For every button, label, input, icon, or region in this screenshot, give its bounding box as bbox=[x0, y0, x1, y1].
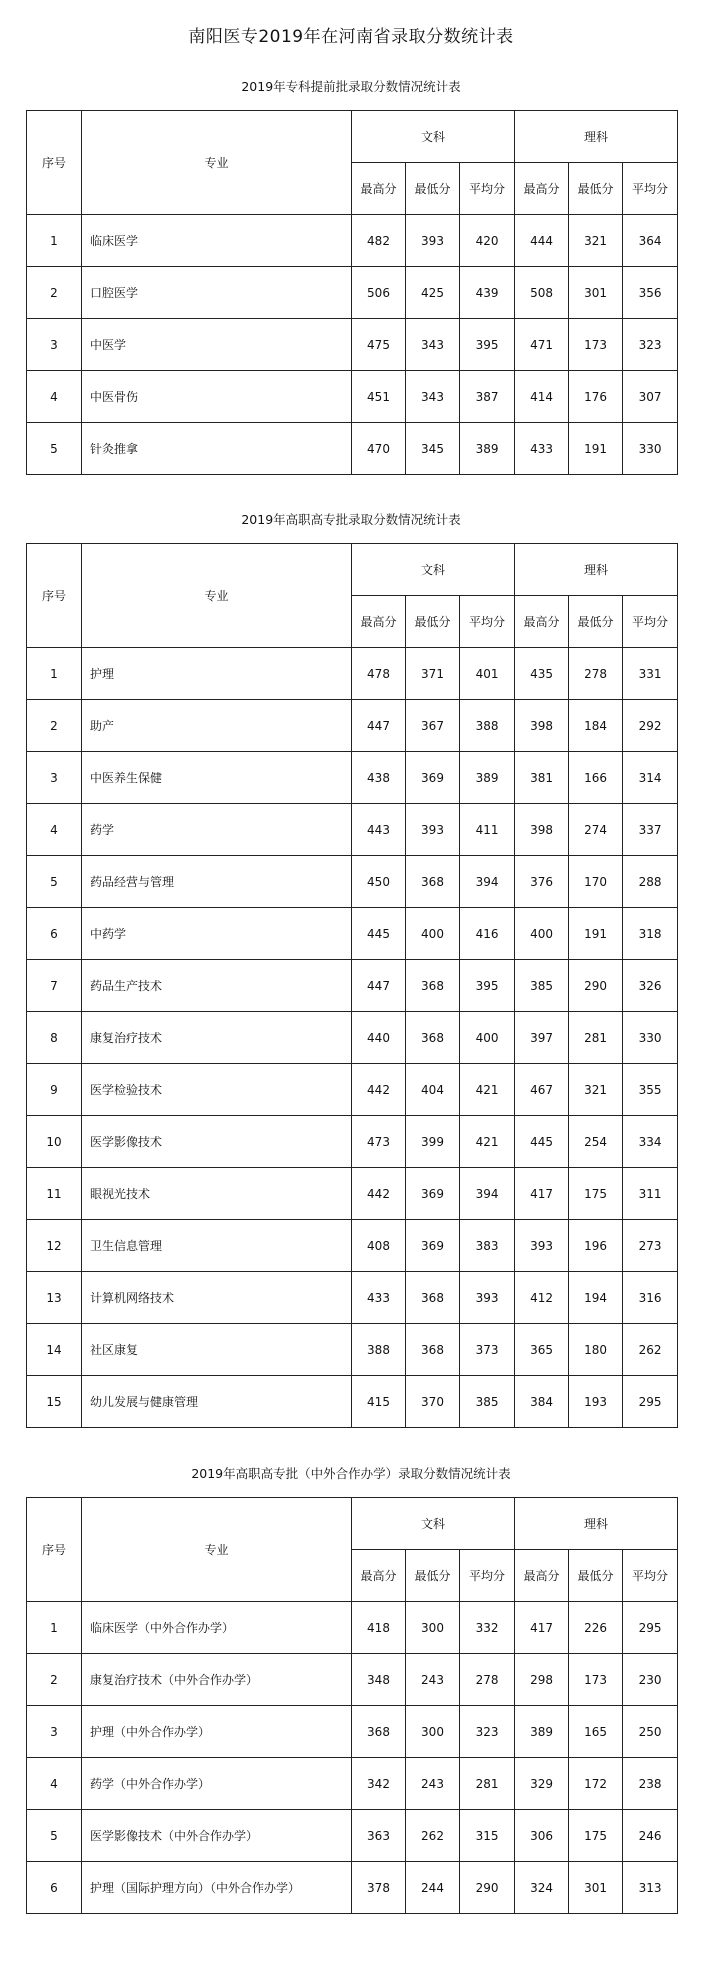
cell-sci-avg: 323 bbox=[623, 319, 678, 371]
table-row bbox=[27, 1810, 678, 1862]
table-row bbox=[27, 1220, 678, 1272]
cell-sci-min: 191 bbox=[569, 908, 623, 960]
cell-arts-max: 442 bbox=[352, 1168, 406, 1220]
cell-arts-max: 378 bbox=[352, 1862, 406, 1914]
header-avg-score: 平均分 bbox=[460, 1550, 515, 1602]
cell-sci-max: 385 bbox=[515, 960, 569, 1012]
table-row bbox=[27, 752, 678, 804]
cell-index: 3 bbox=[27, 752, 82, 804]
cell-sci-avg: 295 bbox=[623, 1602, 678, 1654]
cell-sci-max: 445 bbox=[515, 1116, 569, 1168]
table-row bbox=[27, 1602, 678, 1654]
cell-sci-max: 398 bbox=[515, 804, 569, 856]
cell-arts-avg: 395 bbox=[460, 319, 515, 371]
cell-major: 药品生产技术 bbox=[82, 960, 352, 1012]
cell-sci-max: 306 bbox=[515, 1810, 569, 1862]
header-max-score: 最高分 bbox=[515, 163, 569, 215]
table-row bbox=[27, 804, 678, 856]
header-liberal-arts: 文科 bbox=[352, 111, 515, 163]
cell-arts-min: 244 bbox=[406, 1862, 460, 1914]
cell-sci-max: 324 bbox=[515, 1862, 569, 1914]
cell-major: 护理（中外合作办学） bbox=[82, 1706, 352, 1758]
cell-sci-avg: 364 bbox=[623, 215, 678, 267]
cell-sci-max: 444 bbox=[515, 215, 569, 267]
cell-sci-min: 321 bbox=[569, 1064, 623, 1116]
cell-index: 10 bbox=[27, 1116, 82, 1168]
cell-sci-avg: 331 bbox=[623, 648, 678, 700]
cell-arts-max: 451 bbox=[352, 371, 406, 423]
header-science: 理科 bbox=[515, 544, 678, 596]
cell-major: 康复治疗技术 bbox=[82, 1012, 352, 1064]
cell-arts-min: 370 bbox=[406, 1376, 460, 1428]
cell-arts-avg: 389 bbox=[460, 752, 515, 804]
cell-arts-min: 393 bbox=[406, 215, 460, 267]
cell-arts-avg: 385 bbox=[460, 1376, 515, 1428]
cell-major: 护理（国际护理方向）（中外合作办学） bbox=[82, 1862, 352, 1914]
cell-sci-avg: 262 bbox=[623, 1324, 678, 1376]
cell-arts-min: 369 bbox=[406, 1168, 460, 1220]
cell-arts-min: 368 bbox=[406, 1324, 460, 1376]
cell-sci-min: 172 bbox=[569, 1758, 623, 1810]
cell-sci-avg: 292 bbox=[623, 700, 678, 752]
cell-arts-min: 393 bbox=[406, 804, 460, 856]
cell-arts-max: 348 bbox=[352, 1654, 406, 1706]
cell-index: 15 bbox=[27, 1376, 82, 1428]
cell-sci-max: 433 bbox=[515, 423, 569, 475]
header-avg-score: 平均分 bbox=[460, 596, 515, 648]
header-major: 专业 bbox=[82, 1498, 352, 1602]
cell-arts-max: 470 bbox=[352, 423, 406, 475]
header-max-score: 最高分 bbox=[352, 596, 406, 648]
cell-index: 7 bbox=[27, 960, 82, 1012]
cell-index: 13 bbox=[27, 1272, 82, 1324]
cell-sci-min: 193 bbox=[569, 1376, 623, 1428]
header-min-score: 最低分 bbox=[406, 596, 460, 648]
cell-arts-avg: 439 bbox=[460, 267, 515, 319]
table-row bbox=[27, 1706, 678, 1758]
cell-major: 药学 bbox=[82, 804, 352, 856]
cell-arts-avg: 395 bbox=[460, 960, 515, 1012]
cell-arts-avg: 394 bbox=[460, 1168, 515, 1220]
cell-sci-min: 196 bbox=[569, 1220, 623, 1272]
page-title: 南阳医专2019年在河南省录取分数统计表 bbox=[188, 27, 514, 47]
cell-major: 幼儿发展与健康管理 bbox=[82, 1376, 352, 1428]
cell-sci-avg: 337 bbox=[623, 804, 678, 856]
cell-arts-min: 367 bbox=[406, 700, 460, 752]
cell-index: 3 bbox=[27, 319, 82, 371]
cell-major: 助产 bbox=[82, 700, 352, 752]
section-title-advance: 2019年专科提前批录取分数情况统计表 bbox=[241, 79, 461, 94]
cell-sci-avg: 230 bbox=[623, 1654, 678, 1706]
cell-major: 临床医学（中外合作办学） bbox=[82, 1602, 352, 1654]
cell-sci-min: 278 bbox=[569, 648, 623, 700]
cell-index: 11 bbox=[27, 1168, 82, 1220]
cell-arts-max: 478 bbox=[352, 648, 406, 700]
header-science: 理科 bbox=[515, 111, 678, 163]
cell-major: 中医养生保健 bbox=[82, 752, 352, 804]
cell-index: 5 bbox=[27, 856, 82, 908]
cell-sci-max: 381 bbox=[515, 752, 569, 804]
cell-arts-min: 369 bbox=[406, 752, 460, 804]
cell-arts-max: 443 bbox=[352, 804, 406, 856]
cell-index: 4 bbox=[27, 371, 82, 423]
cell-major: 卫生信息管理 bbox=[82, 1220, 352, 1272]
cell-sci-avg: 238 bbox=[623, 1758, 678, 1810]
header-min-score: 最低分 bbox=[406, 163, 460, 215]
header-avg-score: 平均分 bbox=[623, 163, 678, 215]
cell-arts-avg: 416 bbox=[460, 908, 515, 960]
header-major: 专业 bbox=[82, 111, 352, 215]
cell-sci-min: 165 bbox=[569, 1706, 623, 1758]
table-row bbox=[27, 1064, 678, 1116]
cell-index: 1 bbox=[27, 1602, 82, 1654]
section-title-vocational: 2019年高职高专批录取分数情况统计表 bbox=[241, 512, 461, 527]
cell-major: 医学检验技术 bbox=[82, 1064, 352, 1116]
cell-arts-min: 404 bbox=[406, 1064, 460, 1116]
cell-arts-max: 415 bbox=[352, 1376, 406, 1428]
cell-sci-avg: 314 bbox=[623, 752, 678, 804]
header-max-score: 最高分 bbox=[352, 163, 406, 215]
table-row bbox=[27, 908, 678, 960]
cell-sci-min: 290 bbox=[569, 960, 623, 1012]
cell-arts-min: 262 bbox=[406, 1810, 460, 1862]
cell-sci-avg: 273 bbox=[623, 1220, 678, 1272]
cell-arts-min: 300 bbox=[406, 1706, 460, 1758]
cell-arts-avg: 332 bbox=[460, 1602, 515, 1654]
cell-sci-avg: 246 bbox=[623, 1810, 678, 1862]
cell-index: 12 bbox=[27, 1220, 82, 1272]
header-avg-score: 平均分 bbox=[623, 1550, 678, 1602]
table-row bbox=[27, 1862, 678, 1914]
cell-major: 药品经营与管理 bbox=[82, 856, 352, 908]
cell-index: 2 bbox=[27, 700, 82, 752]
cell-index: 6 bbox=[27, 908, 82, 960]
cell-sci-max: 400 bbox=[515, 908, 569, 960]
cell-arts-min: 368 bbox=[406, 856, 460, 908]
cell-arts-min: 368 bbox=[406, 1272, 460, 1324]
cell-major: 医学影像技术 bbox=[82, 1116, 352, 1168]
header-avg-score: 平均分 bbox=[623, 596, 678, 648]
cell-major: 康复治疗技术（中外合作办学） bbox=[82, 1654, 352, 1706]
cell-sci-max: 397 bbox=[515, 1012, 569, 1064]
cell-arts-min: 371 bbox=[406, 648, 460, 700]
table-row bbox=[27, 215, 678, 267]
cell-sci-avg: 307 bbox=[623, 371, 678, 423]
cell-arts-avg: 401 bbox=[460, 648, 515, 700]
cell-sci-avg: 316 bbox=[623, 1272, 678, 1324]
cell-arts-min: 369 bbox=[406, 1220, 460, 1272]
cell-major: 针灸推拿 bbox=[82, 423, 352, 475]
cell-arts-min: 399 bbox=[406, 1116, 460, 1168]
cell-sci-min: 281 bbox=[569, 1012, 623, 1064]
cell-sci-avg: 326 bbox=[623, 960, 678, 1012]
header-index: 序号 bbox=[27, 544, 82, 648]
cell-arts-min: 300 bbox=[406, 1602, 460, 1654]
table-row bbox=[27, 1654, 678, 1706]
cell-arts-max: 388 bbox=[352, 1324, 406, 1376]
header-avg-score: 平均分 bbox=[460, 163, 515, 215]
cell-sci-max: 417 bbox=[515, 1168, 569, 1220]
cell-arts-avg: 373 bbox=[460, 1324, 515, 1376]
cell-arts-max: 447 bbox=[352, 700, 406, 752]
cell-arts-max: 408 bbox=[352, 1220, 406, 1272]
cell-sci-max: 508 bbox=[515, 267, 569, 319]
table-advance-batch bbox=[26, 110, 678, 475]
cell-sci-max: 414 bbox=[515, 371, 569, 423]
cell-sci-avg: 330 bbox=[623, 1012, 678, 1064]
cell-arts-max: 440 bbox=[352, 1012, 406, 1064]
cell-sci-max: 376 bbox=[515, 856, 569, 908]
table-row bbox=[27, 1168, 678, 1220]
cell-sci-min: 194 bbox=[569, 1272, 623, 1324]
cell-arts-min: 243 bbox=[406, 1654, 460, 1706]
cell-index: 4 bbox=[27, 804, 82, 856]
cell-arts-avg: 315 bbox=[460, 1810, 515, 1862]
cell-sci-min: 254 bbox=[569, 1116, 623, 1168]
cell-sci-max: 365 bbox=[515, 1324, 569, 1376]
cell-sci-avg: 318 bbox=[623, 908, 678, 960]
cell-major: 护理 bbox=[82, 648, 352, 700]
cell-index: 2 bbox=[27, 267, 82, 319]
header-min-score: 最低分 bbox=[406, 1550, 460, 1602]
cell-index: 6 bbox=[27, 1862, 82, 1914]
cell-major: 社区康复 bbox=[82, 1324, 352, 1376]
header-min-score: 最低分 bbox=[569, 596, 623, 648]
cell-sci-min: 175 bbox=[569, 1168, 623, 1220]
cell-major: 中药学 bbox=[82, 908, 352, 960]
cell-arts-max: 363 bbox=[352, 1810, 406, 1862]
cell-arts-max: 438 bbox=[352, 752, 406, 804]
cell-arts-max: 418 bbox=[352, 1602, 406, 1654]
cell-sci-min: 170 bbox=[569, 856, 623, 908]
cell-sci-min: 166 bbox=[569, 752, 623, 804]
cell-sci-avg: 334 bbox=[623, 1116, 678, 1168]
table-row bbox=[27, 319, 678, 371]
cell-sci-min: 301 bbox=[569, 267, 623, 319]
table-row bbox=[27, 267, 678, 319]
cell-arts-avg: 420 bbox=[460, 215, 515, 267]
cell-sci-min: 191 bbox=[569, 423, 623, 475]
cell-sci-avg: 288 bbox=[623, 856, 678, 908]
cell-arts-min: 345 bbox=[406, 423, 460, 475]
cell-sci-max: 389 bbox=[515, 1706, 569, 1758]
cell-major: 眼视光技术 bbox=[82, 1168, 352, 1220]
cell-arts-min: 368 bbox=[406, 960, 460, 1012]
cell-sci-min: 176 bbox=[569, 371, 623, 423]
cell-sci-min: 184 bbox=[569, 700, 623, 752]
cell-sci-max: 412 bbox=[515, 1272, 569, 1324]
cell-arts-avg: 278 bbox=[460, 1654, 515, 1706]
cell-arts-min: 243 bbox=[406, 1758, 460, 1810]
cell-index: 3 bbox=[27, 1706, 82, 1758]
cell-arts-max: 450 bbox=[352, 856, 406, 908]
cell-sci-min: 180 bbox=[569, 1324, 623, 1376]
cell-sci-min: 274 bbox=[569, 804, 623, 856]
cell-sci-max: 393 bbox=[515, 1220, 569, 1272]
cell-sci-max: 471 bbox=[515, 319, 569, 371]
header-liberal-arts: 文科 bbox=[352, 1498, 515, 1550]
cell-arts-avg: 388 bbox=[460, 700, 515, 752]
cell-arts-avg: 281 bbox=[460, 1758, 515, 1810]
cell-arts-avg: 383 bbox=[460, 1220, 515, 1272]
cell-arts-avg: 411 bbox=[460, 804, 515, 856]
cell-index: 5 bbox=[27, 1810, 82, 1862]
cell-major: 医学影像技术（中外合作办学） bbox=[82, 1810, 352, 1862]
header-max-score: 最高分 bbox=[515, 1550, 569, 1602]
header-liberal-arts: 文科 bbox=[352, 544, 515, 596]
cell-arts-max: 475 bbox=[352, 319, 406, 371]
cell-arts-avg: 400 bbox=[460, 1012, 515, 1064]
cell-sci-avg: 356 bbox=[623, 267, 678, 319]
cell-sci-avg: 330 bbox=[623, 423, 678, 475]
cell-arts-max: 506 bbox=[352, 267, 406, 319]
cell-major: 临床医学 bbox=[82, 215, 352, 267]
cell-sci-min: 301 bbox=[569, 1862, 623, 1914]
cell-sci-max: 435 bbox=[515, 648, 569, 700]
cell-arts-max: 433 bbox=[352, 1272, 406, 1324]
table-row bbox=[27, 1758, 678, 1810]
cell-major: 中医骨伤 bbox=[82, 371, 352, 423]
cell-arts-min: 343 bbox=[406, 371, 460, 423]
header-max-score: 最高分 bbox=[515, 596, 569, 648]
cell-arts-avg: 323 bbox=[460, 1706, 515, 1758]
header-min-score: 最低分 bbox=[569, 163, 623, 215]
cell-sci-avg: 313 bbox=[623, 1862, 678, 1914]
cell-sci-min: 173 bbox=[569, 1654, 623, 1706]
cell-sci-min: 321 bbox=[569, 215, 623, 267]
cell-arts-max: 482 bbox=[352, 215, 406, 267]
table-joint-program-batch bbox=[26, 1497, 678, 1914]
cell-arts-max: 473 bbox=[352, 1116, 406, 1168]
cell-index: 8 bbox=[27, 1012, 82, 1064]
cell-sci-max: 417 bbox=[515, 1602, 569, 1654]
table-row bbox=[27, 1272, 678, 1324]
table-row bbox=[27, 1012, 678, 1064]
cell-arts-avg: 421 bbox=[460, 1116, 515, 1168]
cell-arts-max: 447 bbox=[352, 960, 406, 1012]
cell-major: 中医学 bbox=[82, 319, 352, 371]
cell-sci-max: 398 bbox=[515, 700, 569, 752]
header-max-score: 最高分 bbox=[352, 1550, 406, 1602]
cell-arts-avg: 393 bbox=[460, 1272, 515, 1324]
table-row bbox=[27, 423, 678, 475]
table-row bbox=[27, 960, 678, 1012]
cell-sci-avg: 250 bbox=[623, 1706, 678, 1758]
cell-arts-avg: 387 bbox=[460, 371, 515, 423]
cell-index: 2 bbox=[27, 1654, 82, 1706]
cell-arts-min: 343 bbox=[406, 319, 460, 371]
cell-major: 药学（中外合作办学） bbox=[82, 1758, 352, 1810]
cell-major: 口腔医学 bbox=[82, 267, 352, 319]
table-row bbox=[27, 700, 678, 752]
cell-sci-avg: 355 bbox=[623, 1064, 678, 1116]
table-row bbox=[27, 1116, 678, 1168]
cell-arts-avg: 421 bbox=[460, 1064, 515, 1116]
cell-sci-max: 329 bbox=[515, 1758, 569, 1810]
table-row bbox=[27, 856, 678, 908]
header-major: 专业 bbox=[82, 544, 352, 648]
table-row bbox=[27, 648, 678, 700]
cell-arts-avg: 389 bbox=[460, 423, 515, 475]
cell-arts-avg: 290 bbox=[460, 1862, 515, 1914]
cell-index: 1 bbox=[27, 648, 82, 700]
cell-arts-min: 400 bbox=[406, 908, 460, 960]
cell-sci-min: 173 bbox=[569, 319, 623, 371]
cell-sci-min: 175 bbox=[569, 1810, 623, 1862]
cell-arts-max: 368 bbox=[352, 1706, 406, 1758]
cell-sci-min: 226 bbox=[569, 1602, 623, 1654]
cell-arts-max: 445 bbox=[352, 908, 406, 960]
cell-sci-avg: 311 bbox=[623, 1168, 678, 1220]
cell-sci-avg: 295 bbox=[623, 1376, 678, 1428]
table-vocational-batch bbox=[26, 543, 678, 1428]
header-index: 序号 bbox=[27, 1498, 82, 1602]
cell-index: 4 bbox=[27, 1758, 82, 1810]
cell-arts-avg: 394 bbox=[460, 856, 515, 908]
table-row bbox=[27, 371, 678, 423]
cell-index: 1 bbox=[27, 215, 82, 267]
cell-arts-max: 342 bbox=[352, 1758, 406, 1810]
cell-sci-max: 467 bbox=[515, 1064, 569, 1116]
cell-major: 计算机网络技术 bbox=[82, 1272, 352, 1324]
cell-arts-max: 442 bbox=[352, 1064, 406, 1116]
cell-sci-max: 298 bbox=[515, 1654, 569, 1706]
cell-index: 5 bbox=[27, 423, 82, 475]
table-row bbox=[27, 1324, 678, 1376]
header-science: 理科 bbox=[515, 1498, 678, 1550]
cell-sci-max: 384 bbox=[515, 1376, 569, 1428]
header-min-score: 最低分 bbox=[569, 1550, 623, 1602]
section-title-joint: 2019年高职高专批（中外合作办学）录取分数情况统计表 bbox=[191, 1466, 511, 1481]
cell-arts-min: 425 bbox=[406, 267, 460, 319]
cell-arts-min: 368 bbox=[406, 1012, 460, 1064]
table-row bbox=[27, 1376, 678, 1428]
cell-index: 9 bbox=[27, 1064, 82, 1116]
cell-index: 14 bbox=[27, 1324, 82, 1376]
header-index: 序号 bbox=[27, 111, 82, 215]
